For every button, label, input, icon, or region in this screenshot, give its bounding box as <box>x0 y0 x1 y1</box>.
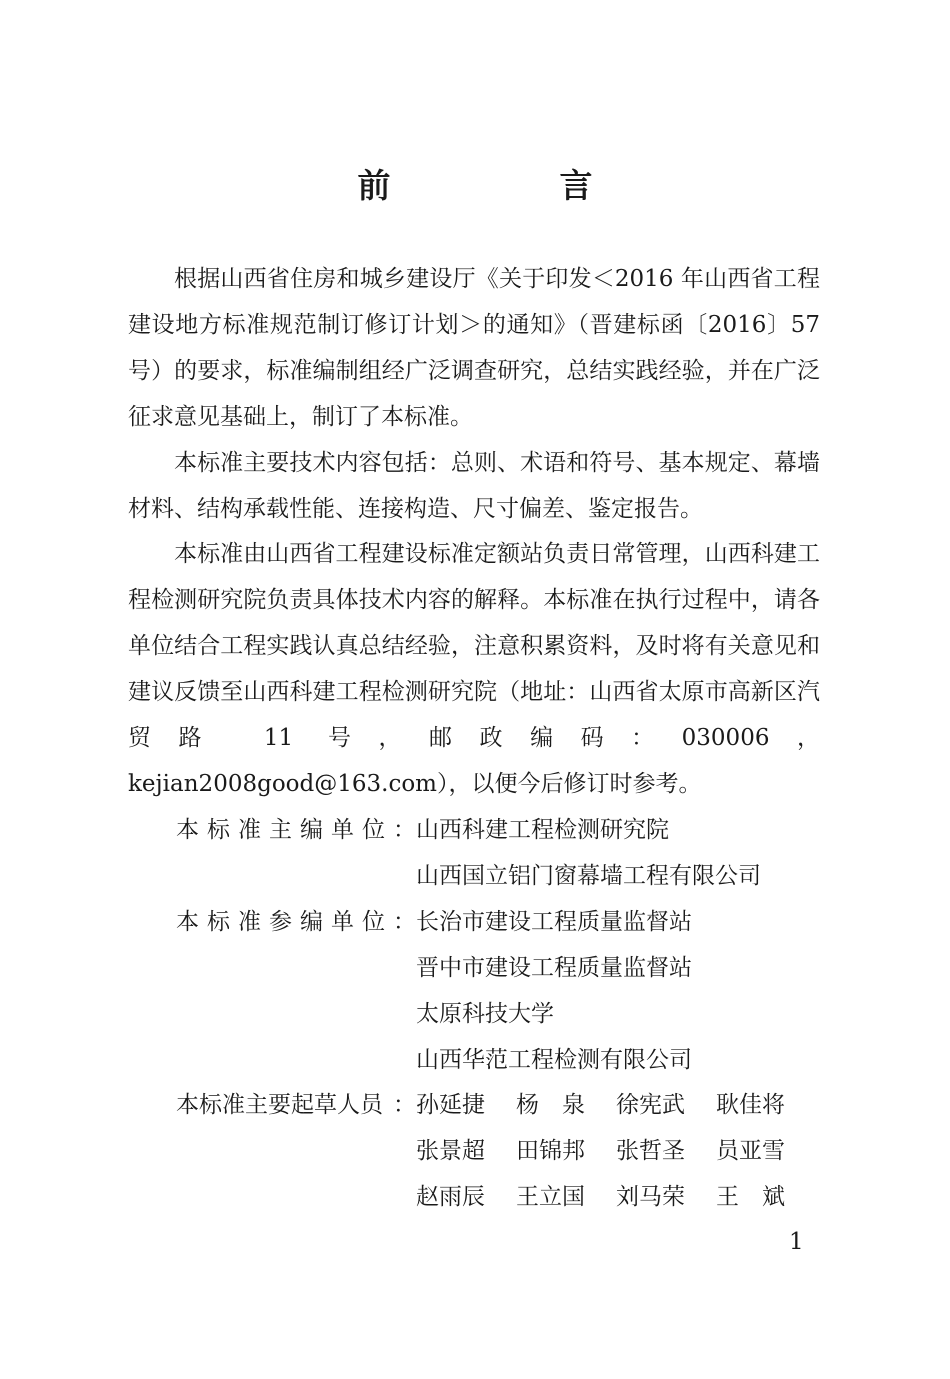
drafter-name: 王斌 <box>716 1184 808 1211</box>
drafter-name: 孙延捷 <box>416 1092 485 1119</box>
unit-item: 山西国立铝门窗幕墙工程有限公司 <box>416 862 761 889</box>
drafter-name: 徐宪武 <box>616 1092 685 1119</box>
drafter-name: 张景超 <box>416 1138 485 1165</box>
paragraph-management: 本标准由山西省工程建设标准定额站负责日常管理，山西科建工程检测研究院负责具体技术内容的解释。本标准在执行过程中，请各单位结合工程实践认真总结经验，注意积累资料，及时将有关意见和建议反馈至山西科建工程检测研究院（地址：山西省太原市高新区汽贸路 11 号，邮政编码：030006，kejian2008good@163.com），以便今后修订时参考。 <box>128 541 820 797</box>
label-colon: ： <box>393 817 416 843</box>
drafter-name: 张哲圣 <box>616 1138 685 1165</box>
participating-units-label-wrap <box>176 900 416 1084</box>
participating-units-label: 本标准参编单位 <box>176 908 393 935</box>
page-number: 1 <box>789 1229 804 1255</box>
chief-units-label: 本标准主编单位 <box>176 817 393 843</box>
drafters-label: 本标准主要起草人员 <box>176 1092 383 1119</box>
chief-units-label-wrap <box>176 808 416 900</box>
chief-units-row <box>176 808 826 900</box>
drafter-name: 杨泉 <box>516 1092 608 1119</box>
paragraph-contents: 本标准主要技术内容包括：总则、术语和符号、基本规定、幕墙材料、结构承载性能、连接构造、尺寸偏差、鉴定报告。 <box>128 449 820 522</box>
drafter-name: 王立国 <box>516 1184 585 1211</box>
label-colon: ： <box>393 1092 416 1119</box>
drafters-names-row <box>416 1083 826 1129</box>
label-colon: ： <box>393 908 416 935</box>
participating-units-list <box>416 900 826 1084</box>
chief-units-list <box>416 808 826 900</box>
unit-item: 晋中市建设工程质量监督站 <box>416 954 692 981</box>
page-title: 前 言 <box>357 166 661 205</box>
drafters-list <box>416 1083 826 1221</box>
preface-body <box>128 257 820 808</box>
unit-item: 太原科技大学 <box>416 1000 554 1027</box>
drafters-names-row <box>416 1129 826 1175</box>
drafters-names-row <box>416 1175 826 1221</box>
unit-item: 山西华范工程检测有限公司 <box>416 1046 692 1073</box>
drafter-name: 员亚雪 <box>716 1138 785 1165</box>
unit-item: 山西科建工程检测研究院 <box>416 817 669 843</box>
drafter-name: 刘马荣 <box>616 1184 685 1211</box>
unit-item: 长治市建设工程质量监督站 <box>416 908 692 935</box>
credits-section <box>176 808 826 1221</box>
drafters-row <box>176 1083 826 1221</box>
drafter-name: 耿佳将 <box>716 1092 785 1119</box>
drafter-name: 赵雨辰 <box>416 1184 485 1211</box>
drafters-label-wrap <box>176 1083 416 1221</box>
drafter-name: 田锦邦 <box>516 1138 585 1165</box>
participating-units-row <box>176 900 826 1084</box>
paragraph-basis: 根据山西省住房和城乡建设厅《关于印发＜2016 年山西省工程建设地方标准规范制订修订计划＞的通知》（晋建标函〔2016〕57 号）的要求，标准编制组经广泛调查研究，总结实践经验，并在广泛征求意见基础上，制订了本标准。 <box>128 266 820 430</box>
